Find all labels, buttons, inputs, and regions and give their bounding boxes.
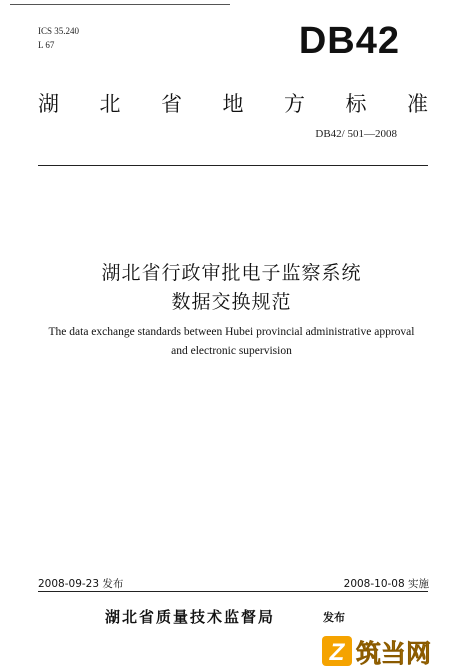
- standard-type-title: [38, 88, 428, 118]
- english-title-line-2: and electronic supervision: [171, 345, 292, 357]
- svg-text:Z: Z: [329, 639, 345, 666]
- classification-code: L 67: [38, 40, 55, 50]
- zhulong-watermark-logo: [320, 632, 463, 670]
- footer-divider: [38, 591, 428, 592]
- watermark-emblem-icon: [322, 636, 352, 666]
- standard-type-char: 方: [284, 92, 305, 116]
- standard-number: DB42/ 501—2008: [315, 128, 397, 140]
- chinese-title-line-1: 湖北省行政审批电子监察系统: [101, 262, 362, 284]
- top-decorative-rule: [10, 4, 230, 5]
- ics-code: ICS 35.240: [38, 26, 80, 36]
- release-date: 2008-09-23 发布: [38, 578, 124, 590]
- db42-logo: DB42: [298, 20, 400, 62]
- standard-type-char: 标: [345, 92, 367, 116]
- header-divider: [38, 165, 428, 166]
- standard-type-char: 湖: [38, 92, 59, 116]
- watermark-text: 筑当网: [356, 639, 432, 668]
- english-title-line-1: The data exchange standards between Hubei provincial administrative approval: [48, 326, 415, 338]
- standard-type-char: 省: [161, 92, 182, 116]
- standard-type-char: 准: [407, 92, 428, 116]
- standard-type-char: 地: [222, 92, 244, 116]
- issuing-label: 发布: [323, 611, 345, 624]
- chinese-title-line-2: 数据交换规范: [171, 291, 292, 313]
- standard-type-char: 北: [99, 92, 121, 116]
- implementation-date: 2008-10-08 实施: [343, 578, 429, 590]
- issuing-authority: 湖北省质量技术监督局: [105, 608, 276, 626]
